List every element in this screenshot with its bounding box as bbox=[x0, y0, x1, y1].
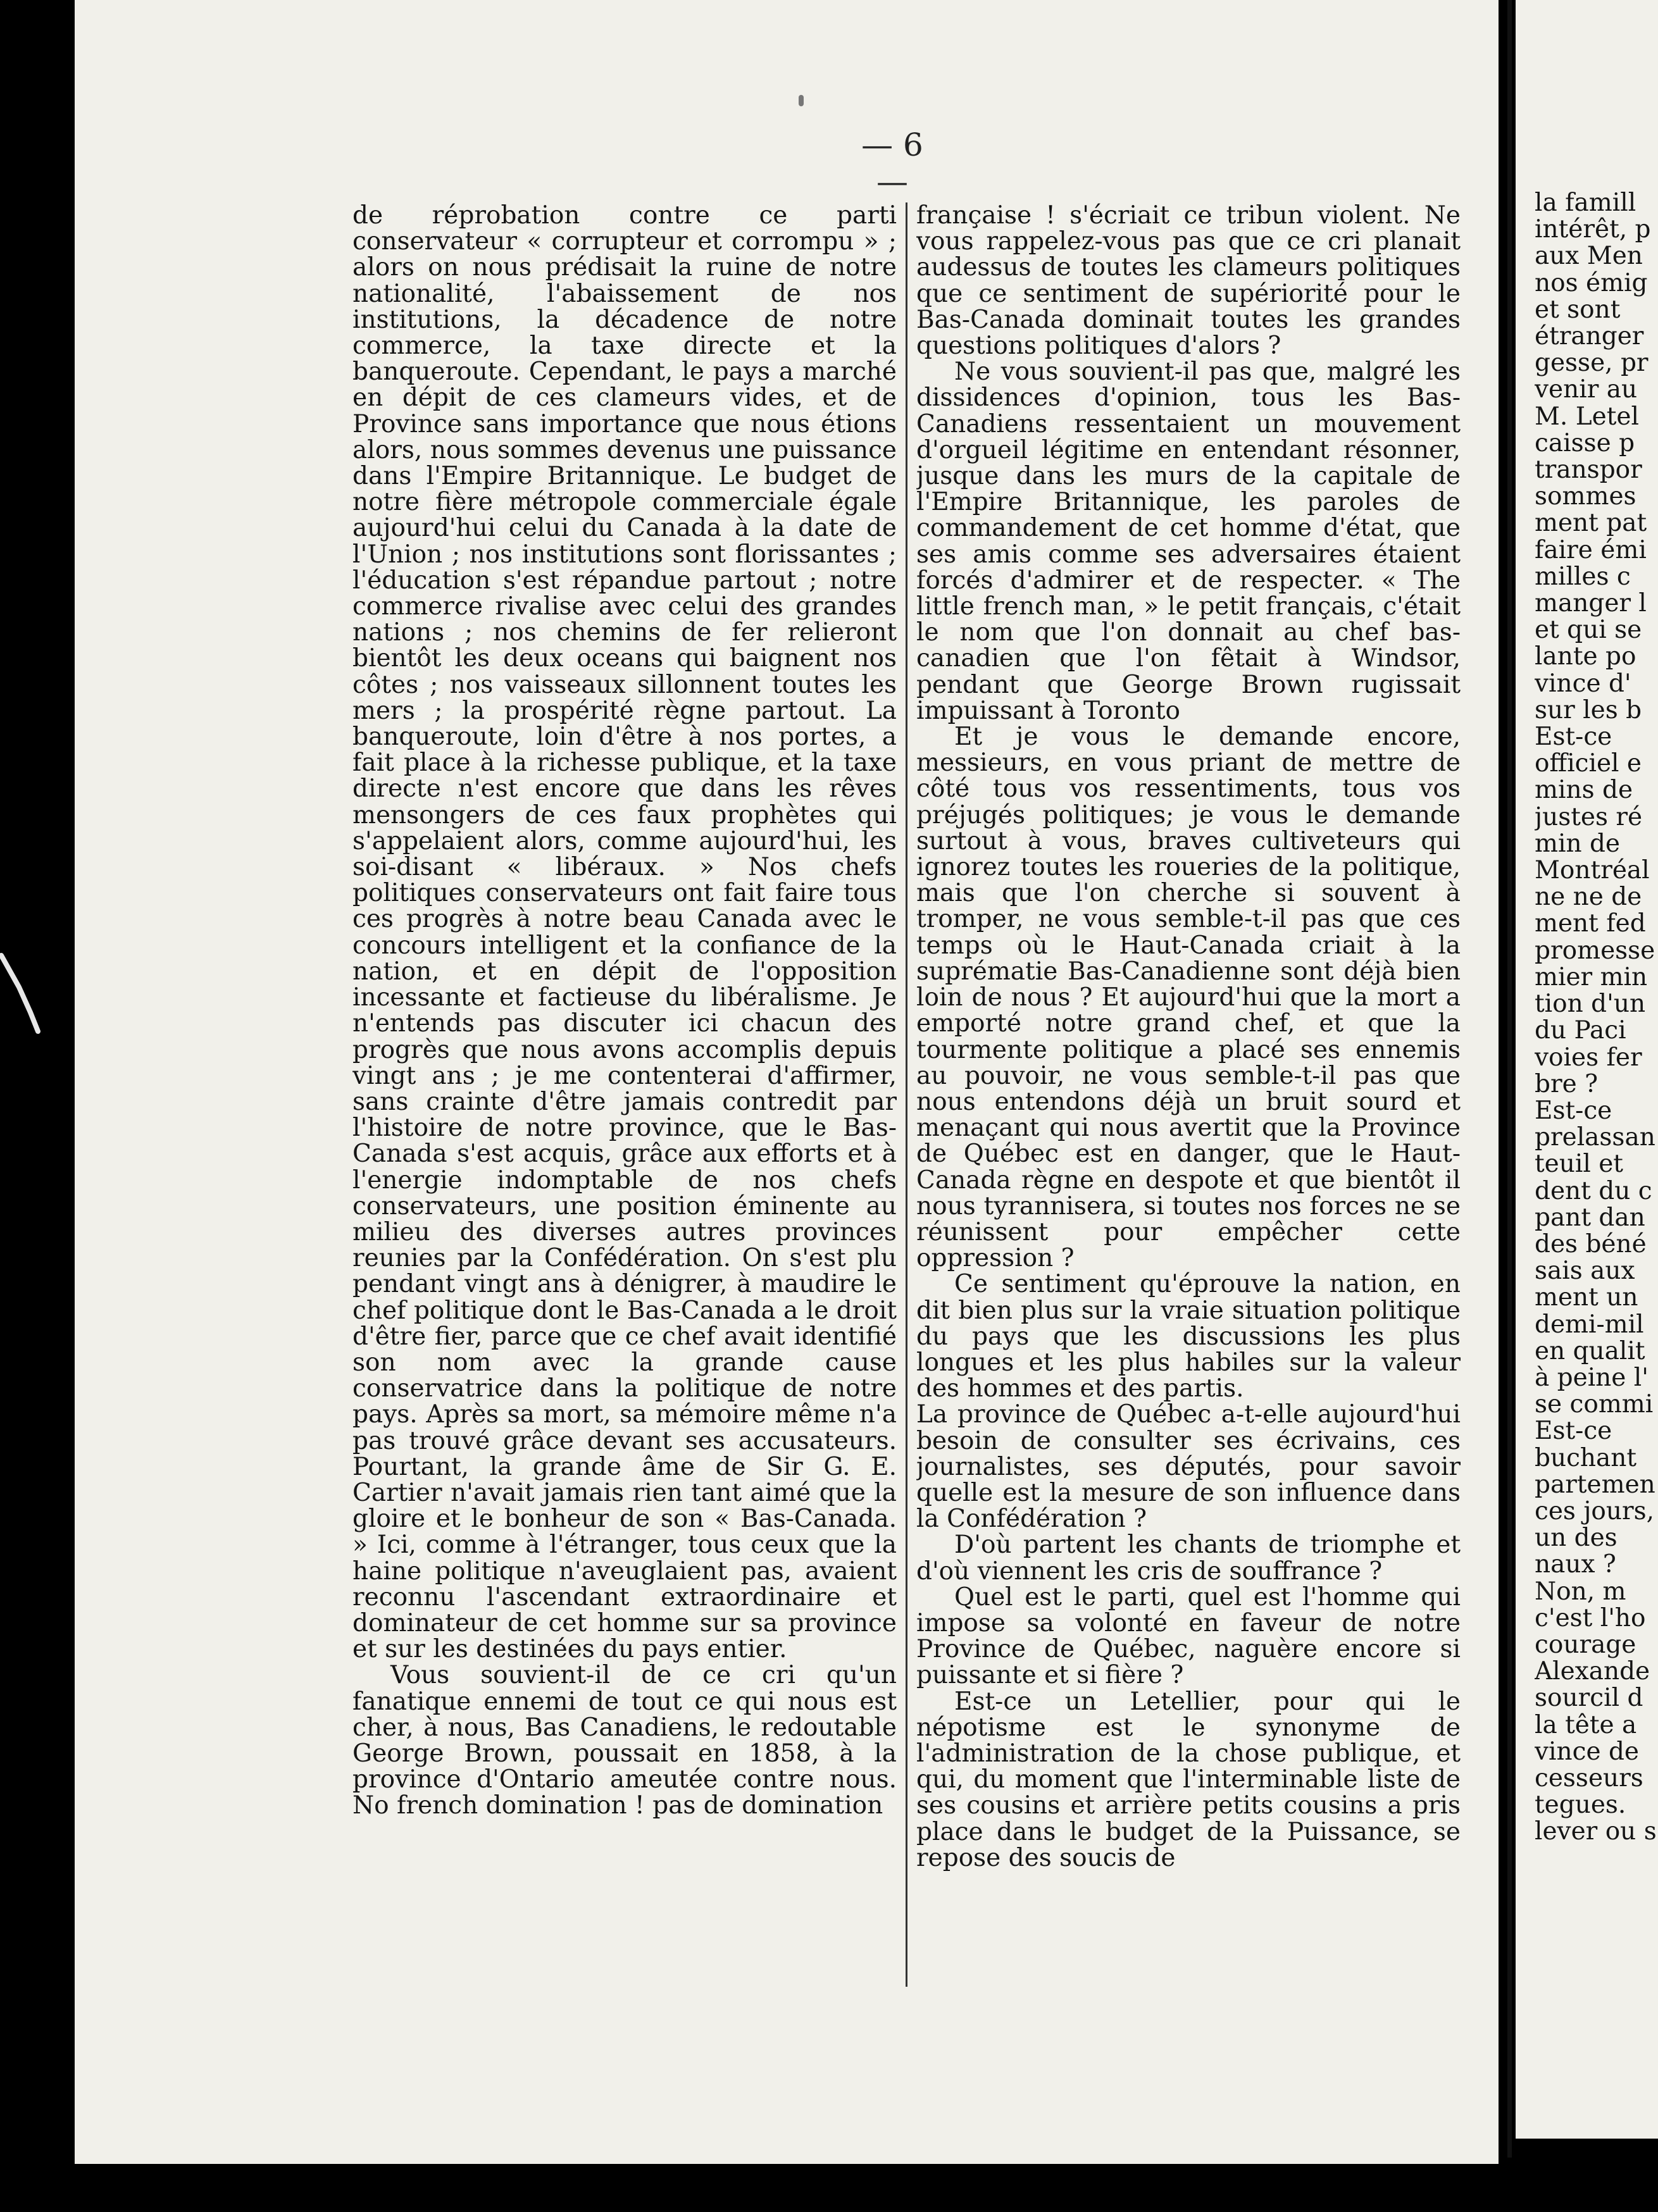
column-3-line: mier min bbox=[1535, 962, 1648, 991]
column-3-line: Non, m bbox=[1535, 1577, 1626, 1606]
column-3-line: M. Letel bbox=[1535, 402, 1639, 431]
column-3-line: vince de bbox=[1535, 1737, 1639, 1766]
column-3-line: ne ne de bbox=[1535, 883, 1642, 912]
column-3-line: se commi bbox=[1535, 1390, 1654, 1419]
column-3-line: sommes bbox=[1535, 482, 1636, 511]
column-3-line: aux Men bbox=[1535, 242, 1643, 271]
column-divider bbox=[906, 202, 907, 1987]
column-3-line: transpor bbox=[1535, 456, 1642, 485]
column-3-line: demi-mil bbox=[1535, 1310, 1644, 1339]
page-number: — 6 — bbox=[861, 127, 923, 200]
column-2-paragraph-6: D'où partent les chants de triomphe et d'où viennent les cris de souffrance ? bbox=[916, 1531, 1461, 1586]
column-3-line: justes ré bbox=[1535, 802, 1643, 831]
column-3-line: la tête a bbox=[1535, 1710, 1637, 1739]
column-3-line: en qualit bbox=[1535, 1336, 1645, 1365]
column-3-line: ces jours, bbox=[1535, 1496, 1655, 1525]
column-3-line: Est-ce bbox=[1535, 1096, 1612, 1125]
column-3-line: dent du c bbox=[1535, 1176, 1652, 1205]
adjacent-page bbox=[1516, 0, 1658, 2139]
column-3-line: caisse p bbox=[1535, 428, 1635, 457]
column-2-paragraph-5: La province de Québec a-t-elle aujourd'hui besoin de consulter ses écrivains, ces journalistes, ses députés, pour savoir quelle est la mesure de son influence dans la Confédération ? bbox=[916, 1400, 1461, 1534]
column-3-line: voies fer bbox=[1535, 1043, 1642, 1072]
column-2-paragraph-2: Ne vous souvient-il pas que, malgré les dissidences d'opinion, tous les Bas-Canadiens ressentaient un mouvement d'orgueil légitime en entendant résonner, jusque dans les murs de la capitale de l'Empire Britannique, les paroles de commandement de cet homme d'état, que ses amis comme ses adversaires étaient forcés d'admirer et de respecter. « The little french man, » le petit français, c'était le nom que l'on donnait au chef bas-canadien que l'on fêtait à Windsor, pendant que George Brown rugissait impuissant à Toronto bbox=[916, 357, 1461, 725]
column-3-line: partemen bbox=[1535, 1470, 1655, 1499]
column-3-line: mins de bbox=[1535, 776, 1633, 805]
column-3-line: tegues. bbox=[1535, 1791, 1626, 1820]
column-3-line: bre ? bbox=[1535, 1069, 1598, 1098]
column-3-line: pant dan bbox=[1535, 1203, 1645, 1232]
column-3-line: tion d'un bbox=[1535, 990, 1646, 1019]
column-3-line: prelassan bbox=[1535, 1123, 1655, 1152]
column-3-line: sais aux bbox=[1535, 1257, 1635, 1286]
column-2-paragraph-8: Est-ce un Letellier, pour qui le népotisme est le synonyme de l'administration de la chose publique, et qui, du moment que l'interminable liste de ses cousins et arrière petits cousins a pris place dans le budget de la Puissance, se repose des soucis de bbox=[916, 1687, 1461, 1872]
column-3-line: ment pat bbox=[1535, 509, 1647, 538]
column-3-line: lever ou s bbox=[1535, 1817, 1657, 1846]
article-column-2 bbox=[916, 202, 1461, 1987]
column-3-line: Montréal bbox=[1535, 856, 1650, 885]
column-3-line: officiel e bbox=[1535, 749, 1642, 778]
column-3-line: Alexande bbox=[1535, 1657, 1650, 1686]
column-3-line: buchant bbox=[1535, 1443, 1637, 1472]
column-3-line: min de bbox=[1535, 829, 1621, 858]
column-3-line: Est-ce bbox=[1535, 723, 1612, 752]
column-3-line: milles c bbox=[1535, 562, 1631, 591]
column-3-line: la famill bbox=[1535, 190, 1636, 217]
column-3-line: venir au bbox=[1535, 375, 1638, 404]
column-3-line: courage bbox=[1535, 1630, 1636, 1659]
page-gutter bbox=[1507, 0, 1512, 2158]
column-2-paragraph-4: Ce sentiment qu'éprouve la nation, en dit bien plus sur la vraie situation politique du pays que les discussions les plus longues et les plus habiles sur la valeur des hommes et des partis. bbox=[916, 1270, 1461, 1403]
column-2-paragraph-7: Quel est le parti, quel est l'homme qui impose sa volonté en faveur de notre Province de Québec, naguère encore si puissante et si fière ? bbox=[916, 1582, 1461, 1690]
column-3-line: sourcil d bbox=[1535, 1684, 1643, 1713]
column-3-line: promesse bbox=[1535, 936, 1655, 965]
article-column-1 bbox=[352, 202, 897, 1987]
column-3-line: ment un bbox=[1535, 1283, 1638, 1312]
column-3-line: faire émi bbox=[1535, 535, 1647, 564]
column-3-line: du Paci bbox=[1535, 1016, 1626, 1045]
column-3-line: vince d' bbox=[1535, 669, 1631, 698]
column-3-line: Est-ce bbox=[1535, 1417, 1612, 1446]
column-3-line: lante po bbox=[1535, 642, 1636, 671]
column-3-line: et qui se bbox=[1535, 616, 1642, 645]
column-3-line: un des bbox=[1535, 1524, 1617, 1553]
column-3-line: étranger bbox=[1535, 322, 1644, 351]
margin-mark bbox=[0, 949, 51, 1038]
column-3-line: cesseurs bbox=[1535, 1763, 1643, 1793]
column-3-line: sur les b bbox=[1535, 695, 1642, 724]
column-3-line: gesse, pr bbox=[1535, 349, 1649, 378]
column-3-line: des béné bbox=[1535, 1229, 1647, 1258]
column-3-line: naux ? bbox=[1535, 1550, 1616, 1579]
column-3-line: et sont bbox=[1535, 295, 1621, 324]
column-3-line: manger l bbox=[1535, 589, 1647, 618]
column-3-line: intérêt, p bbox=[1535, 215, 1651, 244]
column-3-line: teuil et bbox=[1535, 1150, 1623, 1179]
ink-spot bbox=[799, 95, 804, 106]
column-2-paragraph-1: française ! s'écriait ce tribun violent. Ne vous rappelez-vous pas que ce cri planait audessus de toutes les clameurs politiques que ce sentiment de supériorité pour le Bas-Canada dominait toutes les grandes questions politiques d'alors ? bbox=[916, 202, 1461, 361]
column-3-line: nos émig bbox=[1535, 268, 1648, 297]
column-3-line: c'est l'ho bbox=[1535, 1603, 1646, 1632]
column-2-paragraph-3: Et je vous le demande encore, messieurs, en vous priant de mettre de côté tous vos ressentiments, tous vos préjugés politiques; je vous le demande surtout à vous, braves cultiveteurs qui ignorez toutes les roueries de la politique, mais que l'on cherche si souvent à tromper, ne vous semble-t-il pas que ces temps où le Haut-Canada criait à la suprématie Bas-Canadienne sont déjà bien loin de nous ? Et aujourd'hui que la mort a emporté notre grand chef, et que la tourmente politique a placé ses ennemis au pouvoir, ne vous semble-t-il pas que nous entendons déjà un bruit sourd et menaçant qui nous avertit que la Province de Québec est en danger, que le Haut-Canada règne en despote et que bientôt il nous tyrannisera, si toutes nos forces ne se réunissent pour empêcher cette oppression ? bbox=[916, 723, 1461, 1273]
column-1-paragraph-2: Vous souvient-il de ce cri qu'un fanatique ennemi de tout ce qui nous est cher, à nous, Bas Canadiens, le redoutable George Brown, poussait en 1858, à la province d'Ontario ameutée contre nous. No french domination ! pas de domination bbox=[352, 1661, 897, 1820]
column-3-line: à peine l' bbox=[1535, 1363, 1649, 1392]
column-1-paragraph-1: de réprobation contre ce parti conservateur « corrupteur et corrompu » ; alors on nous prédisait la ruine de notre nationalité, l'abaissement de nos institutions, la décadence de notre commerce, la taxe directe et la banqueroute. Cependant, le pays a marché en dépit de ces clameurs vides, et de Province sans importance que nous étions alors, nous sommes devenus une puissance dans l'Empire Britannique. Le budget de notre fière métropole commerciale égale aujourd'hui celui du Canada à la date de l'Union ; nos institutions sont florissantes ; l'éducation s'est répandue partout ; notre commerce rivalise avec celui des grandes nations ; nos chemins de fer relieront bientôt les deux oceans qui baignent nos côtes ; nos vaisseaux sillonnent toutes les mers ; la prospérité règne partout. La banqueroute, loin d'être à nos portes, a fait place à la richesse publique, et la taxe directe n'est encore que dans les rêves mensongers de ces faux prophètes qui s'appelaient alors, comme aujourd'hui, les soi-disant « libéraux. » Nos chefs politiques conservateurs ont fait faire tous ces progrès à notre beau Canada avec le concours intelligent et la confiance de la nation, et en dépit de l'opposition incessante et factieuse du libéralisme. Je n'entends pas discuter ici chacun des progrès que nous avons accomplis depuis vingt ans ; je me contenterai d'affirmer, sans crainte d'être jamais contredit par l'histoire de notre province, que le Bas-Canada s'est acquis, grâce aux efforts et à l'energie indomptable de nos chefs conservateurs, une position éminente au milieu des diverses autres provinces reunies par la Confédération. On s'est plu pendant vingt ans à dénigrer, à maudire le chef politique dont le Bas-Canada a le droit d'être fier, parce que ce chef avait identifié son nom avec la grande cause conservatrice dans la politique de notre pays. Après sa mort, sa mémoire même n'a pas trouvé grâce devant ses accusateurs. Pourtant, la grande âme de Sir G. E. Cartier n'avait jamais rien tant aimé que la gloire et le bonheur de son « Bas-Canada. » Ici, comme à l'étranger, tous ceux que la haine politique n'aveuglaient pas, avaient reconnu l'ascendant extraordinaire et dominateur de cet homme sur sa province et sur les destinées du pays entier. bbox=[352, 202, 897, 1664]
article-column-3-cropped bbox=[1535, 190, 1658, 1961]
column-3-line: ment fed bbox=[1535, 909, 1646, 938]
